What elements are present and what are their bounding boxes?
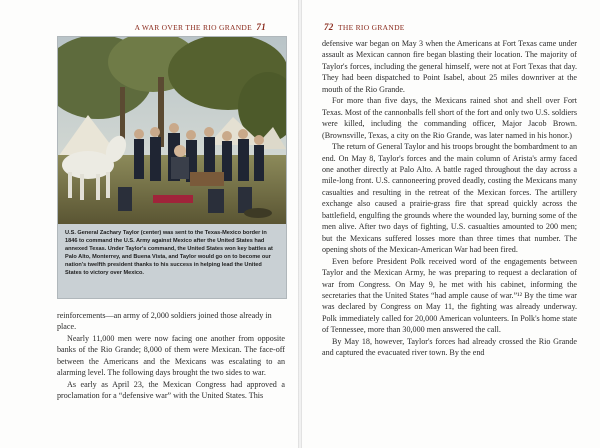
left-page-number: 71 xyxy=(256,22,266,32)
right-page-number: 72 xyxy=(324,22,334,32)
figure-caption: U.S. General Zachary Taylor (center) was sent to the Texas-Mexico border in 1846 to command the U.S. Army against Mexico after the United States had annexed Texas. Under Taylor's command, the United States won key battles at Palo Alto, Monterrey, and Buena Vista, and Taylor would go on to become our nation's twelfth president thanks to his success in helping lead the United States to victory over Mexico. xyxy=(65,230,273,277)
right-paragraph-1: defensive war began on May 3 when the Americans at Fort Texas came under assault as Mexican cannon fire began blasting their location. The majority of Taylor's forces, including the general himself, were not at Fort Texas that day. They had been dispatched to Point Isabel, about 25 miles downriver at the mouth of the Rio Grande. xyxy=(322,39,577,94)
painting-illustration xyxy=(58,37,286,224)
right-running-head xyxy=(324,22,405,32)
left-paragraph-1: reinforcements—an army of 2,000 soldiers joined those already in place. xyxy=(57,311,272,332)
figure-painting xyxy=(57,36,287,299)
right-body-text xyxy=(322,38,577,359)
left-running-head-title: A WAR OVER THE RIO GRANDE xyxy=(134,23,253,32)
right-running-head-title: THE RIO GRANDE xyxy=(337,23,405,32)
left-page xyxy=(0,0,298,448)
right-paragraph-4: Even before President Polk received word of the engagements between Taylor and the Mexican Army, he was preparing to request a declaration of war from Congress. On May 9, he met with his cabinet, informing the secretaries that the United States “had ample cause of war.”¹² By the time war was declared by Congress on May 11, the fighting was already underway. Polk immediately called for 20,000 American volunteers. In Polk's home state of Tennessee, more than 30,000 men answered the call. xyxy=(322,256,577,335)
left-body-text xyxy=(57,310,285,402)
right-page xyxy=(302,0,600,448)
left-paragraph-3: As early as April 23, the Mexican Congress had approved a proclamation for a “defensive war” with the United States. This xyxy=(57,379,285,401)
right-paragraph-3: The return of General Taylor and his troops brought the bombardment to an end. On May 8, Taylor's forces and the main column of Arista's army faced one another directly at Palo Alto. A battle raged throughout the day across a mile-long front. U.S. cannoneering proved deadly, costing the Mexicans many casualties and resulting in the retreat of the Mexican forces. The artillery exchange also caused a prairie-grass fire that spread quickly across the battlefield, engulfing the grounds where the wounded lay, burning some of the men alive. After two days of fighting, U.S. casualties amounted to 200 men; but the Mexicans suffered losses more than three times that number. The opening shots of the Mexican-American War had been fired. xyxy=(322,142,577,255)
left-running-head xyxy=(135,22,266,32)
right-paragraph-2: For more than five days, the Mexicans rained shot and shell over Fort Texas. Most of the cannonballs fell short of the fort and only two U.S. soldiers were killed, including the commanding officer, Major Jacob Brown. (Brownsville, Texas, a city on the Rio Grande, was later named in his honor.) xyxy=(322,96,577,140)
right-paragraph-5: By May 18, however, Taylor's forces had already crossed the Rio Grande and captured the evacuated river town. By the end xyxy=(322,336,577,358)
left-paragraph-2: Nearly 11,000 men were now facing one another from opposite banks of the Rio Grande; 8,000 of them were Mexican. The face-off between the Americans and the Mexicans was escalating to an alarming level. The following days brought the two sides to war. xyxy=(57,333,285,378)
